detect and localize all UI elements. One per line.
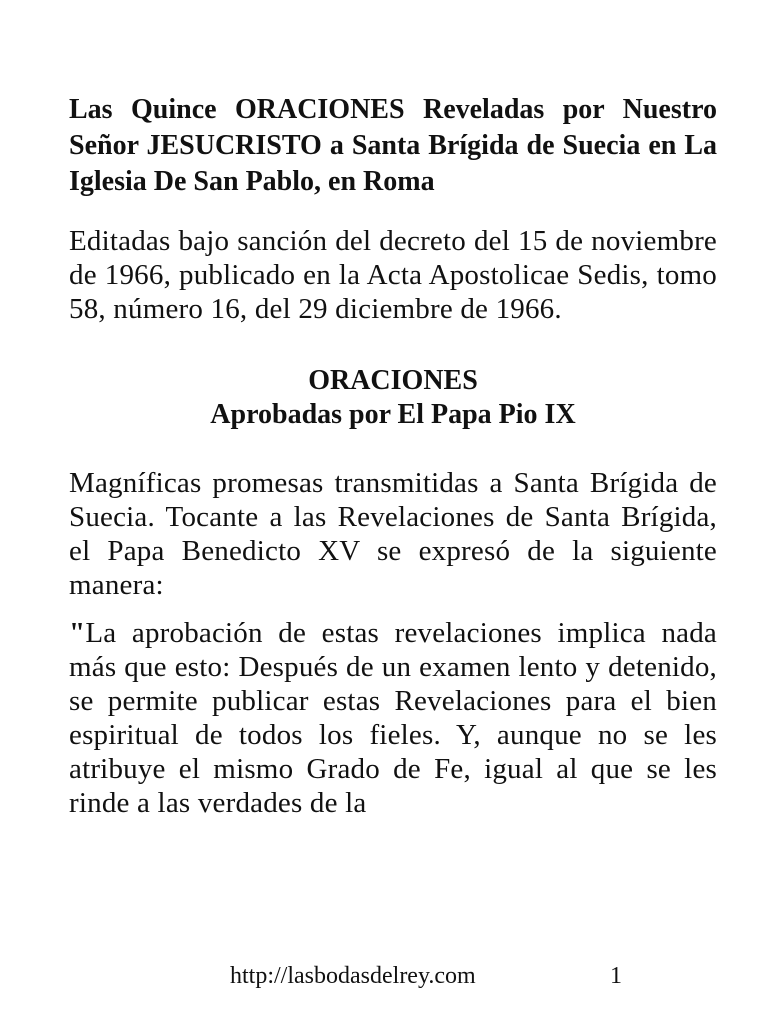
quote-open-mark: " — [69, 617, 86, 649]
document-title: Las Quince ORACIONES Reveladas por Nuestro Señor JESUCRISTO a Santa Brígida de Suecia en La Iglesia De San Pablo, en Roma — [69, 94, 717, 197]
footer-url: http://lasbodasdelrey.com — [230, 963, 476, 989]
promises-paragraph: Magníficas promesas transmitidas a Santa Brígida de Suecia. Tocante a las Revelaciones de Santa Brígida, el Papa Benedicto XV se expresó de la siguiente manera: — [69, 467, 717, 601]
heading-line-1: ORACIONES — [308, 365, 478, 396]
quote-text: La aprobación de estas revelaciones implica nada más que esto: Después de un examen lento y detenido, se permite publicar estas Revelaciones para el bien espiritual de todos los fieles. Y, aunque no se les atribuye el mismo Grado de Fe, igual al que se les rinde a las verdades de la — [69, 617, 717, 819]
page-body — [69, 92, 717, 820]
intro-paragraph: Editadas bajo sanción del decreto del 15 de noviembre de 1966, publicado en la Acta Apostolicae Sedis, tomo 58, número 16, del 29 diciembre de 1966. — [69, 225, 717, 325]
page-footer — [230, 962, 630, 990]
heading-line-2: Aprobadas por El Papa Pio IX — [210, 399, 576, 430]
page-number: 1 — [610, 963, 622, 989]
section-heading — [69, 364, 717, 432]
quote-paragraph — [69, 616, 717, 820]
